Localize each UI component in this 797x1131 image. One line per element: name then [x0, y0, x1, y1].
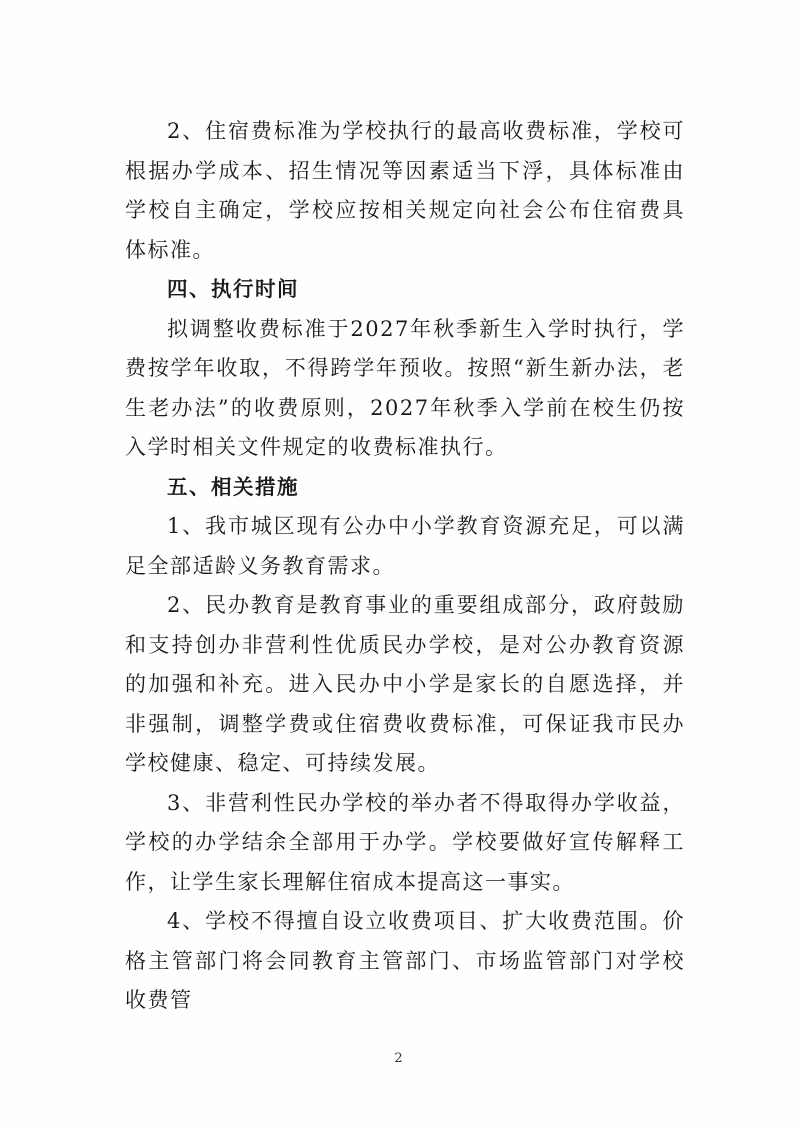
paragraph-execution-time: 拟调整收费标准于2027年秋季新生入学时执行，学费按学年收取，不得跨学年预收。按照“新生新办法，老生老办法”的收费原则，2027年秋季入学前在校生仍按入学时相关文件规定的收费标准执行。 — [125, 316, 685, 459]
paragraph-dorm-fee-standard: 2、住宿费标准为学校执行的最高收费标准，学校可根据办学成本、招生情况等因素适当下浮，具体标准由学校自主确定，学校应按相关规定向社会公布住宿费具体标准。 — [125, 119, 685, 262]
paragraph-measure-4: 4、学校不得擅自设立收费项目、扩大收费范围。价格主管部门将会同教育主管部门、市场监管部门对学校收费管 — [125, 909, 685, 1012]
paragraph-measure-1: 1、我市城区现有公办中小学教育资源充足，可以满足全部适龄义务教育需求。 — [125, 514, 685, 578]
paragraph-measure-2: 2、民办教育是教育事业的重要组成部分，政府鼓励和支持创办非营利性优质民办学校，是对公办教育资源的加强和补充。进入民办中小学是家长的自愿选择，并非强制，调整学费或住宿费收费标准，可保证我市民办学校健康、稳定、可持续发展。 — [125, 593, 685, 775]
paragraph-measure-3: 3、非营利性民办学校的举办者不得取得办学收益，学校的办学结余全部用于办学。学校要做好宣传解释工作，让学生家长理解住宿成本提高这一事实。 — [125, 790, 685, 894]
section-heading-execution-time: 四、执行时间 — [167, 277, 299, 301]
document-body — [125, 112, 685, 1021]
page-number: 2 — [394, 1051, 403, 1066]
section-heading-related-measures: 五、相关措施 — [167, 474, 299, 499]
